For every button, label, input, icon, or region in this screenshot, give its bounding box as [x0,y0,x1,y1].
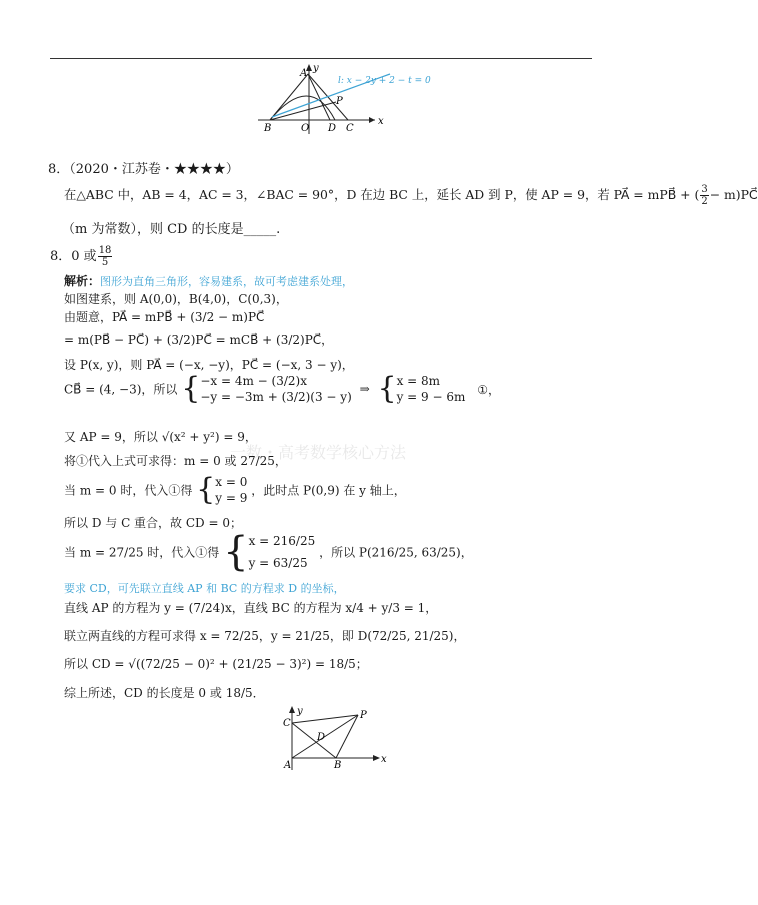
answer-number: 8． [50,249,72,264]
header-rule [50,58,592,59]
sol-l10: 当 m = 27/25 时，代入①得 {x = 216/25 y = 63/25 ，所以 P(216/25, 63/25)， [64,529,473,575]
sol-l12: 联立两直线的方程可求得 x = 72/25，y = 21/25，即 D(72/25, 21/25)， [64,629,466,643]
fig1-line-label: l: x − 2y + 2 − t = 0 [338,76,431,86]
sol-l4: 设 P(x, y)，则 PA⃗ = (−x, −y)，PC⃗ = (−x, 3 − y)， [64,358,354,372]
fig1-B: B [264,123,272,134]
problem-heading [48,158,239,177]
fig2-C: C [283,718,291,729]
problem-line2: （m 为常数），则 CD 的长度是_____. [62,222,281,237]
fig2-B: B [334,760,342,771]
figure-right-triangle [278,704,388,776]
fig2-A: A [284,760,292,771]
fig2-x: x [381,754,387,765]
fig1-D: D [328,123,337,134]
system-1: −x = 4m − (3/2)x −y = −3m + (3/2)(3 − y) [200,374,352,404]
fig2-D: D [317,732,326,743]
sol-l3: = m(PB⃗ − PC⃗) + (3/2)PC⃗ = mCB⃗ + (3/2)PC⃗， [64,333,334,347]
sol-l11: 直线 AP 的方程为 y = (7/24)x，直线 BC 的方程为 x/4 + y/3 = 1， [64,601,438,615]
sol-l9: 所以 D 与 C 重合，故 CD = 0； [64,516,242,530]
problem-source: （2020・江苏卷・★★★★） [69,162,239,177]
answer-line: 8．0 或 $\frac{18}{5}$ [50,245,112,268]
system-2: x = 8m y = 9 − 6m [396,374,466,404]
sol-l2: 由题意，PA⃗ = mPB⃗ + (3/2 − m)PC⃗ [64,310,265,324]
fig2-P: P [360,710,367,721]
figure-triangle-arc [250,62,431,138]
problem-number: 8． [48,162,70,177]
sol-l1: 如图建系，则 A(0,0)，B(4,0)，C(0,3)， [64,292,288,306]
sol-l8: 当 m = 0 时，代入①得 {x = 0 y = 9 ，此时点 P(0,9) 在 y 轴上， [64,472,406,507]
fig1-A: A [300,68,308,79]
fig1-O: O [301,123,310,134]
sol-l14: 综上所述，CD 的长度是 0 或 18/5． [64,686,265,700]
sol-l13: 所以 CD = √((72/25 − 0)² + (21/25 − 3)²) = 18/5； [64,657,368,671]
solution-hint2: 要求 CD，可先联立直线 AP 和 BC 的方程求 D 的坐标， [64,582,345,595]
fig1-P: P [336,96,343,107]
sol-l5: CB⃗ = (4, −3)，所以 {−x = 4m − (3/2)x −y = −3m + (3/2)(3 − y) ⇒ {x = 8m y = 9 − 6m ①， [64,371,500,406]
fig1-x: x [378,116,384,127]
sol-l7: 将①代入上式可求得：m = 0 或 27/25， [64,454,287,468]
problem-fraction: $\frac{3}{2}$ [701,184,708,207]
solution-label-line [64,272,353,289]
problem-line1: 在△ABC 中，AB = 4，AC = 3，∠BAC = 90°，D 在边 BC 上，延长 AD 到 P，使 AP = 9，若 PA⃗ = mPB⃗ + ( $\frac{3}{2}$ − m)PC⃗ [64,184,758,207]
fig2-y: y [297,706,303,717]
fig1-C: C [346,123,354,134]
watermark: 一数・高考数学核心方法 [230,443,407,462]
solution-label: 解析： [64,274,101,288]
sol-l6: 又 AP = 9，所以 √(x² + y²) = 9， [64,430,257,444]
answer-fraction: $\frac{18}{5}$ [98,245,112,268]
solution-hint1: 图形为直角三角形，容易建系，故可考虑建系处理， [100,275,354,288]
system-3: x = 0 y = 9 [215,475,248,505]
fig1-y: y [313,63,319,74]
system-4: x = 216/25 y = 63/25 [248,534,316,570]
